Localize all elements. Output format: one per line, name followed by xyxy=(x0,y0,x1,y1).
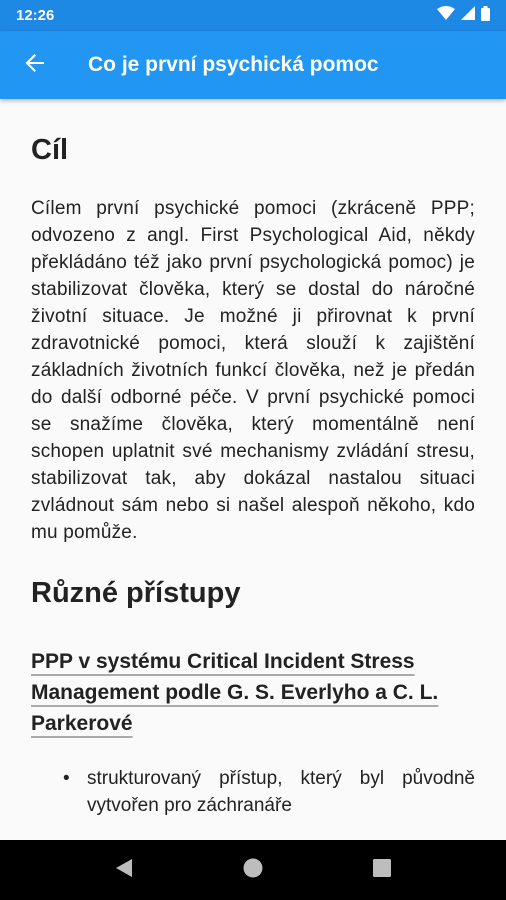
list-item-text: strukturovaný přístup, který byl původně vytvořen pro záchranáře xyxy=(87,768,475,816)
nav-home-button[interactable] xyxy=(228,845,278,895)
page-title: Co je první psychická pomoc xyxy=(88,53,379,76)
bullet-dot: • xyxy=(63,768,70,789)
nav-recents-button[interactable] xyxy=(357,845,407,895)
bullet-list xyxy=(31,765,475,819)
wifi-icon xyxy=(437,6,455,25)
signal-icon xyxy=(461,6,475,25)
section-heading-approaches: Různé přístupy xyxy=(31,577,241,609)
square-recents-icon xyxy=(373,859,391,882)
back-button[interactable] xyxy=(0,31,70,99)
triangle-back-icon xyxy=(115,858,133,883)
battery-icon xyxy=(481,6,490,26)
app-bar xyxy=(0,31,506,99)
status-bar xyxy=(0,0,506,31)
subsection-link-cism[interactable]: PPP v systému Critical Incident Stress Management podle G. S. Everlyho a C. L. Parkerové xyxy=(31,650,439,735)
section-heading-goal: Cíl xyxy=(31,134,69,166)
circle-home-icon xyxy=(243,858,263,883)
status-icons xyxy=(437,6,490,26)
status-time: 12:26 xyxy=(16,7,55,24)
arrow-back-icon xyxy=(24,52,46,79)
section-paragraph-goal: Cílem první psychické pomoci (zkráceně PPP; odvozeno z angl. First Psychological Aid, někdy překládáno též jako první psychologická pomoc) je stabilizovat člověka, který se dostal do náročné životní situace. Je možné ji přirovnat k první zdravotnické pomoci, která slouží k zajištění základních životních funkcí člověka, než je předán do další odborné péče. V první psychické pomoci se snažíme člověka, který momentálně není schopen uplatnit své mechanismy zvládání stresu, stabilizovat tak, aby dokázal nastalou situaci zvládnout sám nebo si našel alespoň někoho, kdo mu pomůže. xyxy=(31,198,475,543)
list-item xyxy=(59,765,475,819)
nav-back-button[interactable] xyxy=(99,845,149,895)
article-content[interactable] xyxy=(0,99,506,840)
navigation-bar xyxy=(0,840,506,900)
